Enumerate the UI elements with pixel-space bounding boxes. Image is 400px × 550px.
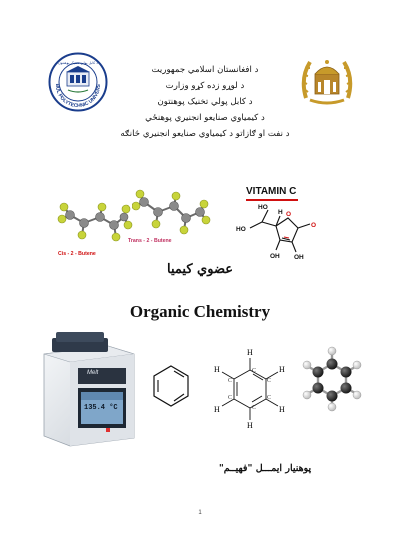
header-text-block [105,62,305,142]
header-line-department: د نفت او ګازاتو د کيمياوي صنايعو انجنيري څانګه [120,129,290,139]
benzene-ball-stick-model [302,346,362,412]
title-english: Organic Chemistry [129,302,271,321]
vitamin-c-structure [232,200,332,264]
afghanistan-emblem-icon [298,52,356,112]
logo-top-text: د کابل پولي تخنيک پوهنتون [58,61,98,65]
benzene-full-structure [206,344,294,434]
vitamin-atom-o-ring: O [286,211,292,218]
benzene-h-top-right: H [279,365,285,374]
trans-butene-label: Trans - 2 - Butene [128,238,172,244]
vitamin-c-molecule-icon [232,200,332,264]
benzene-c-1: C [252,368,257,374]
melting-point-apparatus-icon [38,330,138,448]
vitamin-atom-oh-right: OH [294,254,304,261]
page-number: 1 [198,510,202,516]
benzene-c-6: C [228,378,233,384]
university-logo [48,52,108,112]
benzene-h-top-left: H [214,365,220,374]
vitamin-atom-ho-left: HO [236,226,246,233]
benzene-simple [150,362,192,412]
cis-butene-label: Cis - 2 - Butene [58,251,96,257]
benzene-h-bottom: H [247,421,253,430]
header-line-country: د افغانستان اسلامي جمهوريت [151,65,259,75]
benzene-h-bottom-right: H [279,405,285,414]
university-emblem-icon [48,52,108,112]
melting-point-device [38,330,138,448]
device-display-value: 135.4 °C [84,404,118,412]
title-pashto: عضوي کيميا [167,262,233,277]
benzene-h-top: H [247,348,253,357]
afghanistan-emblem [298,52,356,112]
benzene-c-4: C [252,405,257,411]
header-line-faculty: د کيمياوي صنايعو انجنيري پوهنځي [145,113,265,123]
benzene-c-2: C [267,378,272,384]
benzene-c-3: C [267,395,272,401]
vitamin-atom-oh-left: OH [270,253,280,260]
vitamin-atom-o-carbonyl: O [311,222,317,229]
vitamin-atom-h: H [278,209,283,216]
author-name: پوهنيار ايمـــل "فهيــم" [218,463,312,474]
benzene-h-bottom-left: H [214,405,220,414]
benzene-c-5: C [228,395,233,401]
header-line-ministry: د لوړو زده کړو وزارت [165,81,245,91]
cis-butene-model [56,195,134,257]
header-line-university: د کابل پولي تخنيک پوهنتون [157,97,253,107]
benzene-ring-icon [150,362,192,412]
vitamin-c-title: VITAMIN C [246,186,297,197]
vitamin-atom-ho-top: HO [258,204,268,211]
cis-butene-molecule-icon [56,195,134,257]
logo-ring-text: BUL POLYTECHNIC UNIVERS [53,83,103,110]
device-brand-label: Melt [87,370,99,376]
benzene-ball-stick-icon [302,346,362,412]
benzene-structure-icon [206,344,294,434]
